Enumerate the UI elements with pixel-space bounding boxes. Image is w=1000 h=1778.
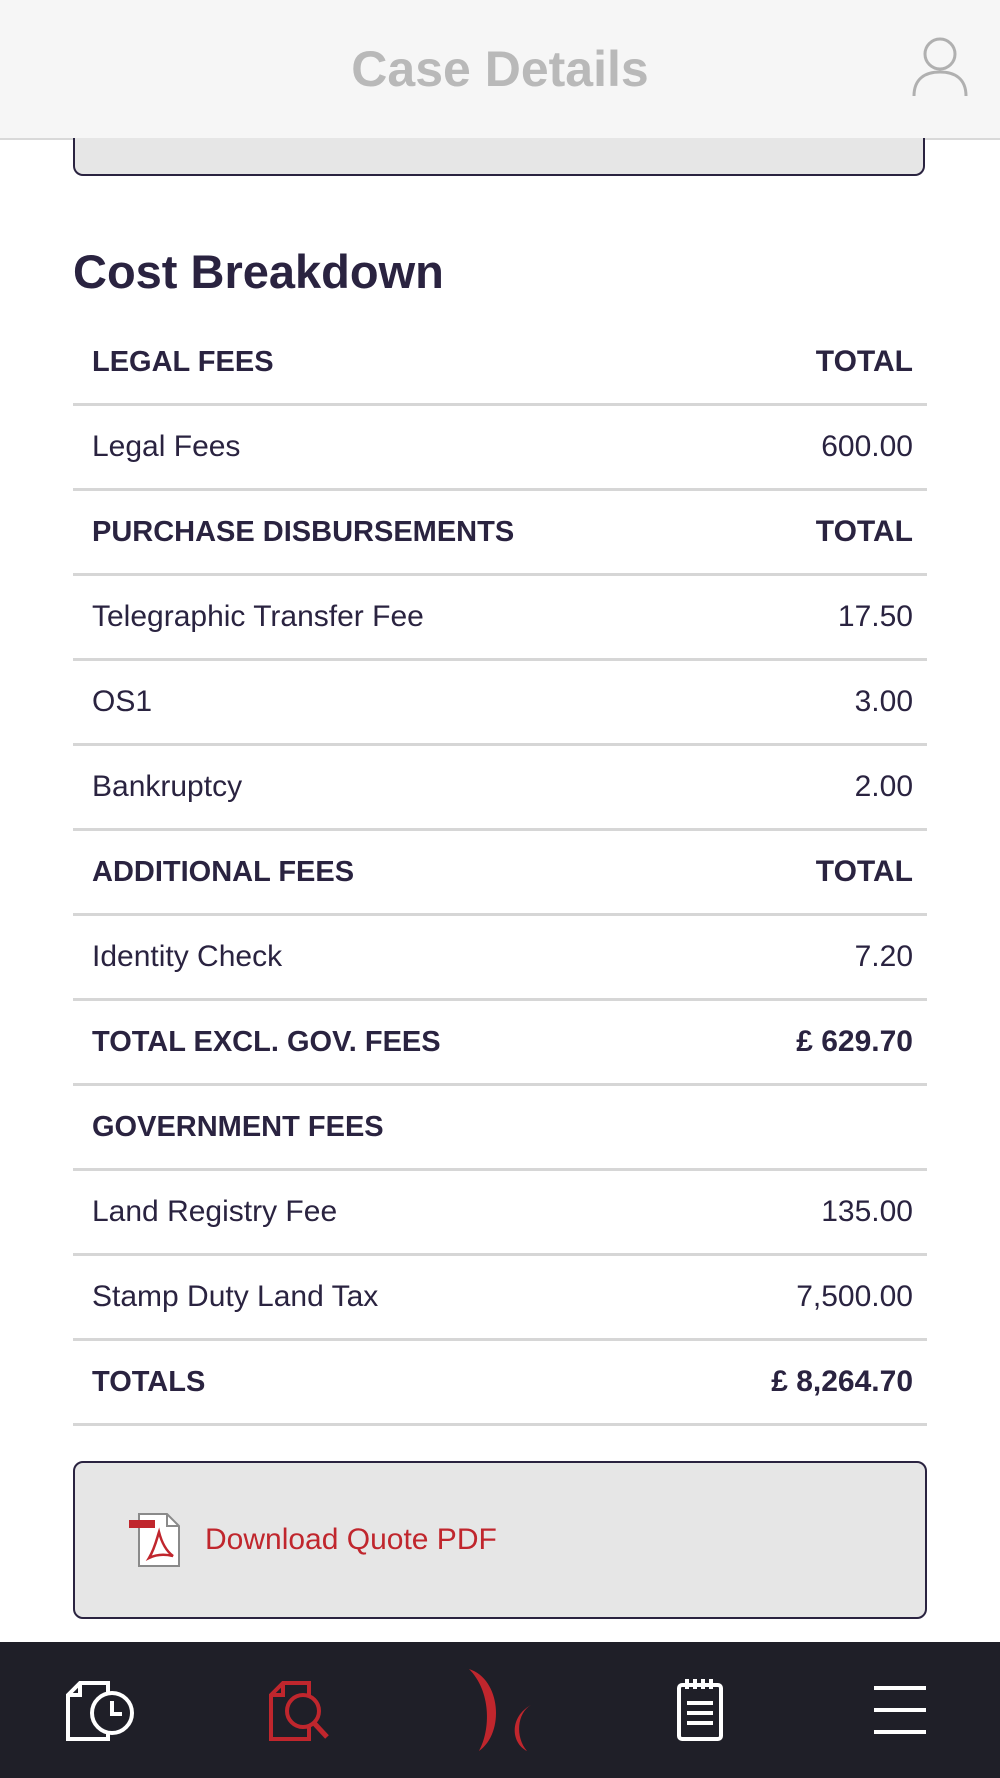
hamburger-menu-icon — [872, 1682, 928, 1738]
table-row-header — [73, 831, 927, 916]
row-value: TOTAL — [815, 855, 913, 888]
row-value: 17.50 — [837, 600, 913, 633]
table-row — [73, 661, 927, 746]
row-label: ADDITIONAL FEES — [92, 855, 355, 888]
row-label: OS1 — [92, 685, 153, 718]
row-label: Telegraphic Transfer Fee — [92, 600, 424, 633]
row-value: 7.20 — [854, 940, 913, 973]
row-value: £ 8,264.70 — [771, 1365, 913, 1398]
page-title: Case Details — [351, 41, 649, 97]
table-row — [73, 576, 927, 661]
table-row-header — [73, 1086, 927, 1171]
download-label: Download Quote PDF — [205, 1523, 497, 1556]
table-row — [73, 1171, 927, 1256]
nav-home[interactable] — [455, 1665, 545, 1755]
app-header — [0, 0, 1000, 140]
row-label: TOTAL EXCL. GOV. FEES — [92, 1025, 441, 1058]
brand-logo-icon — [465, 1667, 535, 1753]
row-label: Land Registry Fee — [92, 1195, 338, 1228]
row-value: 2.00 — [854, 770, 913, 803]
profile-icon[interactable] — [910, 34, 970, 100]
row-label: Stamp Duty Land Tax — [92, 1280, 379, 1313]
cost-table — [73, 321, 927, 1426]
table-row-header — [73, 321, 927, 406]
table-row — [73, 1256, 927, 1341]
table-row-total — [73, 1341, 927, 1426]
row-label: TOTALS — [92, 1365, 206, 1398]
notepad-icon — [675, 1677, 725, 1743]
case-history-icon — [64, 1677, 136, 1743]
row-value: 600.00 — [821, 430, 913, 463]
row-value: TOTAL — [815, 515, 913, 548]
row-label: GOVERNMENT FEES — [92, 1110, 384, 1143]
row-value: 3.00 — [854, 685, 913, 718]
row-value: 7,500.00 — [796, 1280, 913, 1313]
table-row-header — [73, 491, 927, 576]
document-search-icon — [267, 1677, 333, 1743]
row-value: 135.00 — [821, 1195, 913, 1228]
download-quote-pdf-button[interactable] — [73, 1461, 927, 1619]
row-label: Bankruptcy — [92, 770, 243, 803]
table-row — [73, 916, 927, 1001]
nav-case-history[interactable] — [55, 1665, 145, 1755]
table-row — [73, 746, 927, 831]
table-row-total — [73, 1001, 927, 1086]
table-row — [73, 406, 927, 491]
row-label: LEGAL FEES — [92, 345, 274, 378]
pdf-icon — [127, 1512, 183, 1568]
cost-breakdown-title: Cost Breakdown — [73, 245, 444, 298]
nav-document-search[interactable] — [255, 1665, 345, 1755]
nav-menu[interactable] — [855, 1665, 945, 1755]
row-label: Identity Check — [92, 940, 283, 973]
row-label: Legal Fees — [92, 430, 241, 463]
row-value: TOTAL — [815, 345, 913, 378]
previous-card — [73, 138, 925, 176]
row-label: PURCHASE DISBURSEMENTS — [92, 515, 515, 548]
nav-notes[interactable] — [655, 1665, 745, 1755]
row-value: £ 629.70 — [796, 1025, 913, 1058]
bottom-nav — [0, 1642, 1000, 1778]
